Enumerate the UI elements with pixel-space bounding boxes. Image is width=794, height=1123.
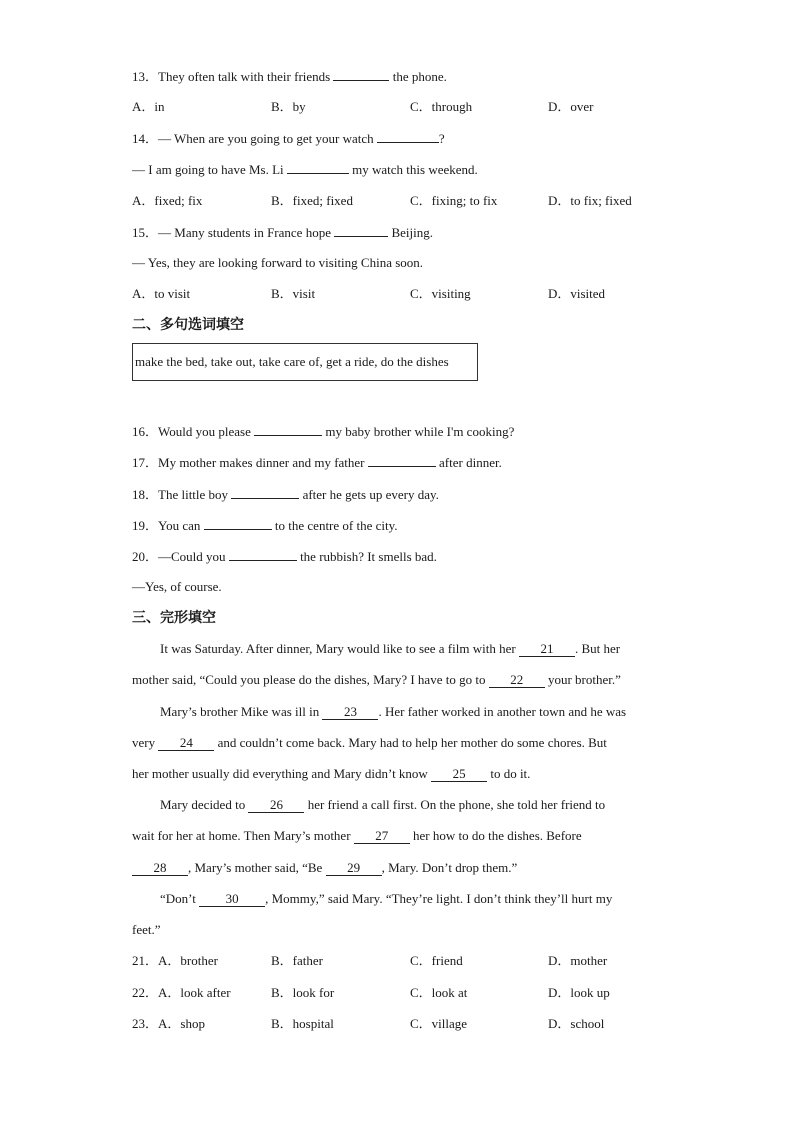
passage-line (132, 827, 582, 845)
cloze-blank-24[interactable]: 24 (158, 736, 214, 751)
cloze-blank-22[interactable]: 22 (489, 673, 545, 688)
options-15 (132, 285, 672, 303)
question-14 (132, 129, 445, 148)
cloze-blank-25[interactable]: 25 (431, 767, 487, 782)
cloze-blank-27[interactable]: 27 (354, 829, 410, 844)
option-d[interactable]: D．look up (548, 985, 610, 1000)
option-a[interactable] (132, 1015, 205, 1033)
question-15 (132, 223, 433, 242)
question-text: — Many students in France hope (158, 225, 331, 240)
question-text: You can (158, 518, 201, 533)
passage-text: Mary decided to (160, 797, 246, 812)
question-text: my baby brother while I'm cooking? (325, 424, 515, 439)
passage-line (132, 859, 517, 877)
question-18 (132, 485, 439, 504)
option-a[interactable]: A．to visit (132, 286, 191, 301)
word-box: make the bed, take out, take care of, get a ride, do the dishes (132, 343, 478, 381)
answer-blank[interactable] (287, 160, 349, 174)
passage-text: her how to do the dishes. Before (413, 828, 582, 843)
options-14 (132, 192, 672, 210)
option-c[interactable]: C．friend (410, 953, 463, 968)
option-a[interactable]: A．fixed; fix (132, 193, 203, 208)
passage-line (132, 890, 612, 908)
question-text: The little boy (158, 487, 229, 502)
question-number: 14． (132, 131, 159, 146)
passage-text: her mother usually did everything and Mary didn’t know (132, 766, 428, 781)
option-a[interactable] (132, 952, 218, 970)
question-text: the phone. (392, 69, 447, 84)
question-text: my watch this weekend. (352, 162, 478, 177)
options-13 (132, 98, 672, 116)
question-text: — When are you going to get your watch (158, 131, 374, 146)
passage-text: to do it. (490, 766, 531, 781)
passage-text: , Mary. Don’t drop them.” (381, 860, 518, 875)
option-a[interactable]: A．in (132, 99, 165, 114)
cloze-blank-29[interactable]: 29 (326, 861, 382, 876)
options-22 (132, 984, 672, 1002)
passage-line (132, 671, 621, 689)
option-d[interactable]: D．school (548, 1016, 605, 1031)
answer-blank[interactable] (368, 453, 436, 467)
question-number: 23． (132, 1016, 159, 1031)
section-heading: 二、多句选词填空 (132, 317, 244, 333)
question-text: —Could you (158, 549, 226, 564)
answer-blank[interactable] (377, 129, 439, 143)
option-b[interactable]: B．father (271, 953, 323, 968)
passage-text: , Mary’s mother said, “Be (188, 860, 323, 875)
question-16 (132, 422, 514, 441)
passage-line (132, 765, 530, 783)
option-c[interactable]: C．fixing; to fix (410, 193, 498, 208)
question-number: 20． (132, 549, 159, 564)
question-13 (132, 67, 447, 86)
option-text: A．look after (158, 985, 231, 1000)
passage-text: your brother.” (547, 672, 621, 687)
option-c[interactable]: C．through (410, 99, 473, 114)
question-text: after dinner. (439, 455, 502, 470)
passage-text: . Her father worked in another town and he was (378, 704, 627, 719)
question-20-reply: —Yes, of course. (132, 579, 222, 594)
answer-blank[interactable] (231, 485, 299, 499)
passage-text: Mary’s brother Mike was ill in (160, 704, 320, 719)
question-19 (132, 516, 398, 535)
passage-text: It was Saturday. After dinner, Mary would like to see a film with her (160, 641, 516, 656)
question-number: 15． (132, 225, 159, 240)
passage-text: , Mommy,” said Mary. “They’re light. I don’t think they’ll hurt my (265, 891, 613, 906)
option-d[interactable]: D．visited (548, 286, 606, 301)
cloze-blank-26[interactable]: 26 (248, 798, 304, 813)
question-20 (132, 547, 437, 566)
section-heading: 三、完形填空 (132, 610, 216, 626)
question-number: 22． (132, 985, 159, 1000)
passage-line (132, 796, 605, 814)
answer-blank[interactable] (254, 422, 322, 436)
question-text: to the centre of the city. (274, 518, 398, 533)
option-a[interactable] (132, 984, 231, 1002)
question-number: 17． (132, 455, 159, 470)
passage-text: and couldn’t come back. Mary had to help her mother do some chores. But (217, 735, 607, 750)
passage-line (132, 703, 626, 721)
option-b[interactable]: B．visit (271, 286, 316, 301)
option-b[interactable]: B．fixed; fixed (271, 193, 353, 208)
options-23 (132, 1015, 672, 1033)
option-b[interactable]: B．by (271, 99, 306, 114)
question-text: ? (438, 131, 445, 146)
passage-line: feet.” (132, 922, 161, 937)
answer-blank[interactable] (334, 223, 388, 237)
question-text: Beijing. (391, 225, 433, 240)
question-text: They often talk with their friends (158, 69, 331, 84)
option-b[interactable]: B．hospital (271, 1016, 334, 1031)
question-15-line2: — Yes, they are looking forward to visiting China soon. (132, 255, 424, 270)
answer-blank[interactable] (204, 516, 272, 530)
question-17 (132, 453, 502, 472)
passage-text: wait for her at home. Then Mary’s mother (132, 828, 351, 843)
passage-text: “Don’t (160, 891, 196, 906)
question-number: 13． (132, 69, 159, 84)
option-c[interactable]: C．village (410, 1016, 468, 1031)
option-d[interactable]: D．over (548, 99, 594, 114)
question-number: 21． (132, 953, 159, 968)
passage-text: . But her (574, 641, 621, 656)
question-text: — I am going to have Ms. Li (132, 162, 284, 177)
cloze-blank-21[interactable]: 21 (519, 642, 575, 657)
question-text: the rubbish? It smells bad. (300, 549, 437, 564)
question-14-line2 (132, 160, 478, 179)
cloze-blank-30[interactable]: 30 (199, 892, 265, 907)
question-number: 16． (132, 424, 159, 439)
option-text: A．brother (158, 953, 218, 968)
option-c[interactable]: C．visiting (410, 286, 471, 301)
passage-line (132, 734, 607, 752)
option-d[interactable]: D．mother (548, 953, 608, 968)
passage-text: very (132, 735, 156, 750)
passage-text: her friend a call first. On the phone, she told her friend to (307, 797, 606, 812)
question-text: My mother makes dinner and my father (158, 455, 365, 470)
question-text: Would you please (158, 424, 251, 439)
option-c[interactable]: C．look at (410, 985, 468, 1000)
question-number: 18． (132, 487, 159, 502)
passage-line (132, 640, 620, 658)
option-text: A．shop (158, 1016, 205, 1031)
option-b[interactable]: B．look for (271, 985, 335, 1000)
option-d[interactable]: D．to fix; fixed (548, 193, 632, 208)
question-text: after he gets up every day. (302, 487, 439, 502)
cloze-blank-23[interactable]: 23 (322, 705, 378, 720)
cloze-blank-28[interactable]: 28 (132, 861, 188, 876)
question-number: 19． (132, 518, 159, 533)
answer-blank[interactable] (229, 547, 297, 561)
passage-text: mother said, “Could you please do the dishes, Mary? I have to go to (132, 672, 486, 687)
options-21 (132, 952, 672, 970)
answer-blank[interactable] (333, 67, 389, 81)
